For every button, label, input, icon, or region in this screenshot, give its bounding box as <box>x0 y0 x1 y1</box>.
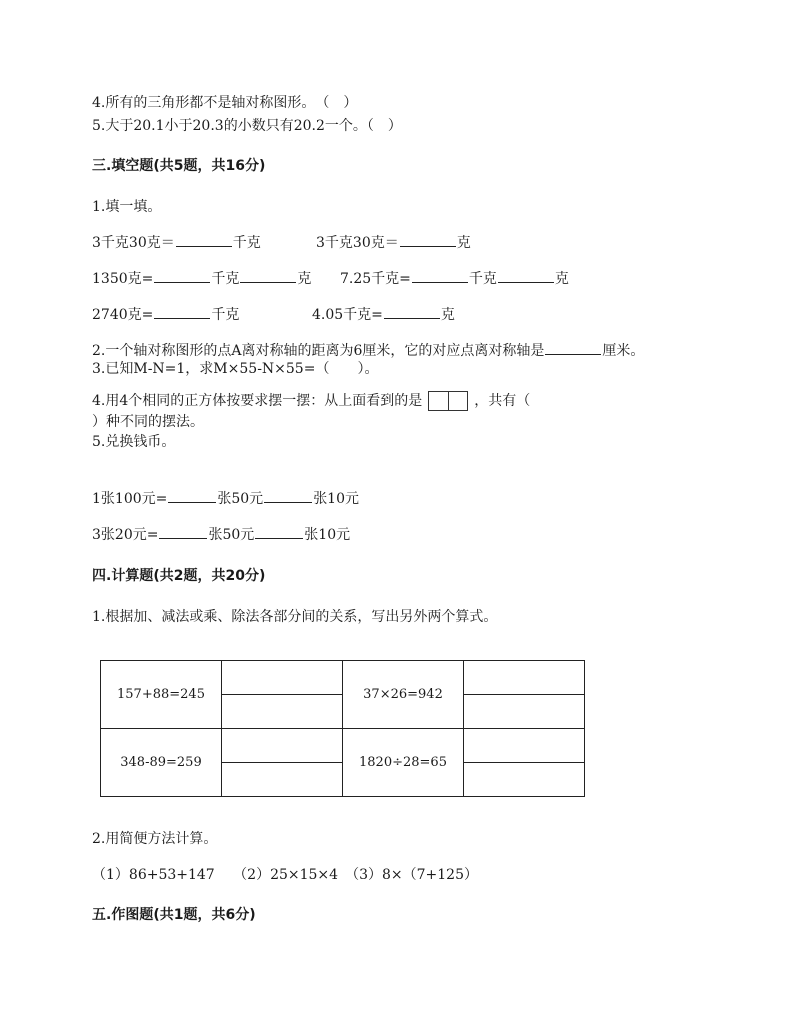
answer-blank[interactable] <box>264 489 312 503</box>
table-row <box>101 661 585 695</box>
equation-cell: 348-89=259 <box>101 729 222 797</box>
judge-q5: 5.大于20.1小于20.3的小数只有20.2一个。（ ） <box>92 118 402 134</box>
fill-q4: 4.用4个相同的正方体按要求摆一摆：从上面看到的是 ，共有（ <box>92 393 531 409</box>
money-row-1: 1张100元= 张50元 张10元 <box>92 491 360 507</box>
row2-b: 7.25千克= 千克 克 <box>340 271 569 287</box>
answer-cell[interactable] <box>464 763 585 797</box>
money-row-2: 3张20元= 张50元 张10元 <box>92 527 351 543</box>
answer-blank[interactable] <box>240 269 296 283</box>
answer-blank[interactable] <box>154 269 210 283</box>
calc-q2-items: （1）86+53+147 （2）25×15×4 （3）8×（7+125） <box>92 867 478 883</box>
fill-q1-title: 1.填一填。 <box>92 199 162 215</box>
answer-cell[interactable] <box>222 729 343 763</box>
calc-q1: 1.根据加、减法或乘、除法各部分间的关系，写出另外两个算式。 <box>92 609 498 625</box>
fill-q2: 2.一个轴对称图形的点A离对称轴的距离为6厘米，它的对应点离对称轴是 厘米。 <box>92 343 645 359</box>
fill-q4-line2: ）种不同的摆法。 <box>92 414 204 430</box>
section4-heading: 四.计算题(共2题，共20分) <box>92 568 266 584</box>
answer-blank[interactable] <box>384 305 440 319</box>
answer-blank[interactable] <box>498 269 554 283</box>
answer-blank[interactable] <box>154 305 210 319</box>
answer-cell[interactable] <box>464 695 585 729</box>
answer-blank[interactable] <box>255 525 303 539</box>
answer-cell[interactable] <box>464 729 585 763</box>
answer-cell[interactable] <box>464 661 585 695</box>
fill-q5-title: 5.兑换钱币。 <box>92 434 176 450</box>
answer-blank[interactable] <box>412 269 468 283</box>
two-squares-figure <box>428 391 468 411</box>
calc-q2: 2.用简便方法计算。 <box>92 831 218 847</box>
answer-cell[interactable] <box>222 661 343 695</box>
equation-cell: 157+88=245 <box>101 661 222 729</box>
answer-blank[interactable] <box>176 233 232 247</box>
row3-a: 2740克= 千克 <box>92 307 240 323</box>
row3-b: 4.05千克= 克 <box>312 307 455 323</box>
table-row <box>101 729 585 763</box>
section5-heading: 五.作图题(共1题，共6分) <box>92 907 256 923</box>
judge-q4: 4.所有的三角形都不是轴对称图形。 （ ） <box>92 95 358 111</box>
section3-heading: 三.填空题(共5题，共16分) <box>92 158 266 174</box>
row2-a: 1350克= 千克 克 <box>92 271 312 287</box>
answer-cell[interactable] <box>222 695 343 729</box>
equation-cell: 1820÷28=65 <box>343 729 464 797</box>
answer-blank[interactable] <box>545 341 601 355</box>
relation-table <box>100 660 585 797</box>
equation-cell: 37×26=942 <box>343 661 464 729</box>
answer-cell[interactable] <box>222 763 343 797</box>
row1-a: 3千克30克＝ 千克 <box>92 235 261 251</box>
answer-blank[interactable] <box>400 233 456 247</box>
answer-blank[interactable] <box>159 525 207 539</box>
row1-b: 3千克30克＝ 克 <box>316 235 471 251</box>
answer-blank[interactable] <box>168 489 216 503</box>
fill-q3: 3.已知M-N=1，求M×55-N×55=（ ）。 <box>92 361 379 377</box>
